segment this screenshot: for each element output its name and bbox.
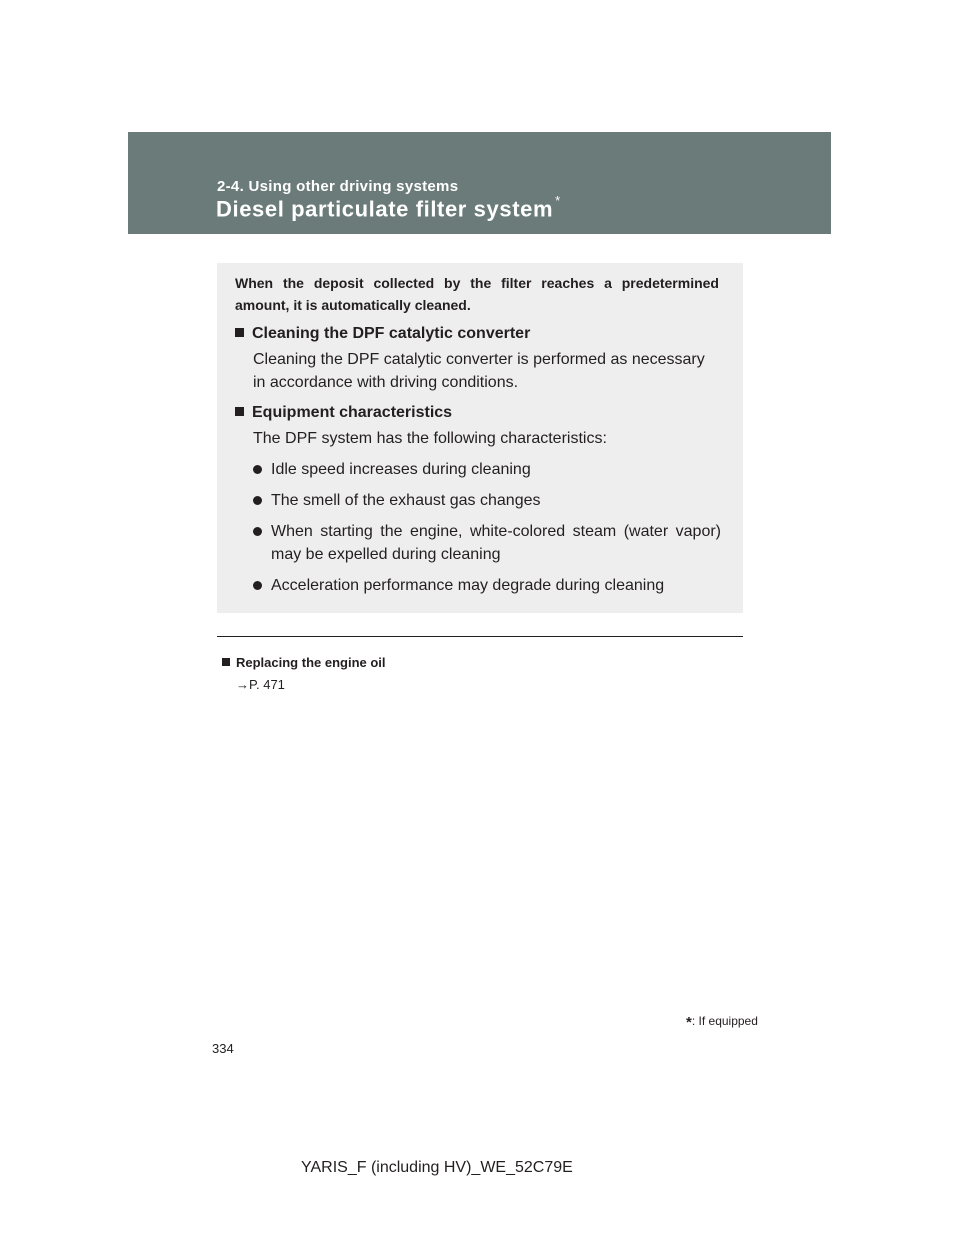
asterisk-icon: * xyxy=(686,1014,692,1031)
document-code: YARIS_F (including HV)_WE_52C79E xyxy=(301,1159,573,1176)
square-bullet-icon xyxy=(235,328,244,337)
round-bullet-icon xyxy=(253,581,262,590)
round-bullet-icon xyxy=(253,465,262,474)
heading-equipment-characteristics xyxy=(235,404,452,422)
list-item-text: The smell of the exhaust gas changes xyxy=(271,492,541,509)
section-header-band xyxy=(128,132,831,234)
info-box xyxy=(217,263,743,613)
section-label: 2-4. Using other driving systems xyxy=(217,178,459,195)
divider-line xyxy=(217,636,743,637)
heading-cleaning-dpf xyxy=(235,325,530,343)
note-heading-text: Replacing the engine oil xyxy=(236,655,386,670)
heading-cleaning-dpf-text: Cleaning the DPF catalytic converter xyxy=(252,325,531,342)
page-reference-link[interactable]: →P. 471 xyxy=(236,677,285,692)
list-item xyxy=(253,489,721,512)
list-item-text: Idle speed increases during cleaning xyxy=(271,461,531,478)
list-item xyxy=(253,458,721,481)
page-number: 334 xyxy=(212,1041,234,1056)
list-item-text: Acceleration performance may degrade during cleaning xyxy=(271,577,665,594)
if-equipped-mark: * xyxy=(555,193,561,208)
page-title-text: Diesel particulate filter system xyxy=(216,196,554,222)
footnote xyxy=(686,1012,758,1029)
intro-text: When the deposit collected by the filter reaches a predetermined amount, it is automatically cleaned. xyxy=(235,275,719,313)
round-bullet-icon xyxy=(253,496,262,505)
note-heading xyxy=(222,655,386,670)
heading-equipment-characteristics-text: Equipment characteristics xyxy=(252,404,453,421)
cleaning-dpf-body: Cleaning the DPF catalytic converter is performed as necessary in accordance with driving conditions. xyxy=(253,351,705,391)
list-item-text: When starting the engine, white-colored steam (water vapor) may be expelled during cleaning xyxy=(271,523,721,563)
round-bullet-icon xyxy=(253,527,262,536)
equipment-characteristics-body: The DPF system has the following characteristics: xyxy=(253,430,607,447)
list-item xyxy=(253,520,721,566)
list-item xyxy=(253,574,721,597)
square-bullet-icon xyxy=(235,407,244,416)
footnote-text: : If equipped xyxy=(691,1014,758,1028)
square-bullet-icon xyxy=(222,658,230,666)
page-title xyxy=(216,193,561,222)
